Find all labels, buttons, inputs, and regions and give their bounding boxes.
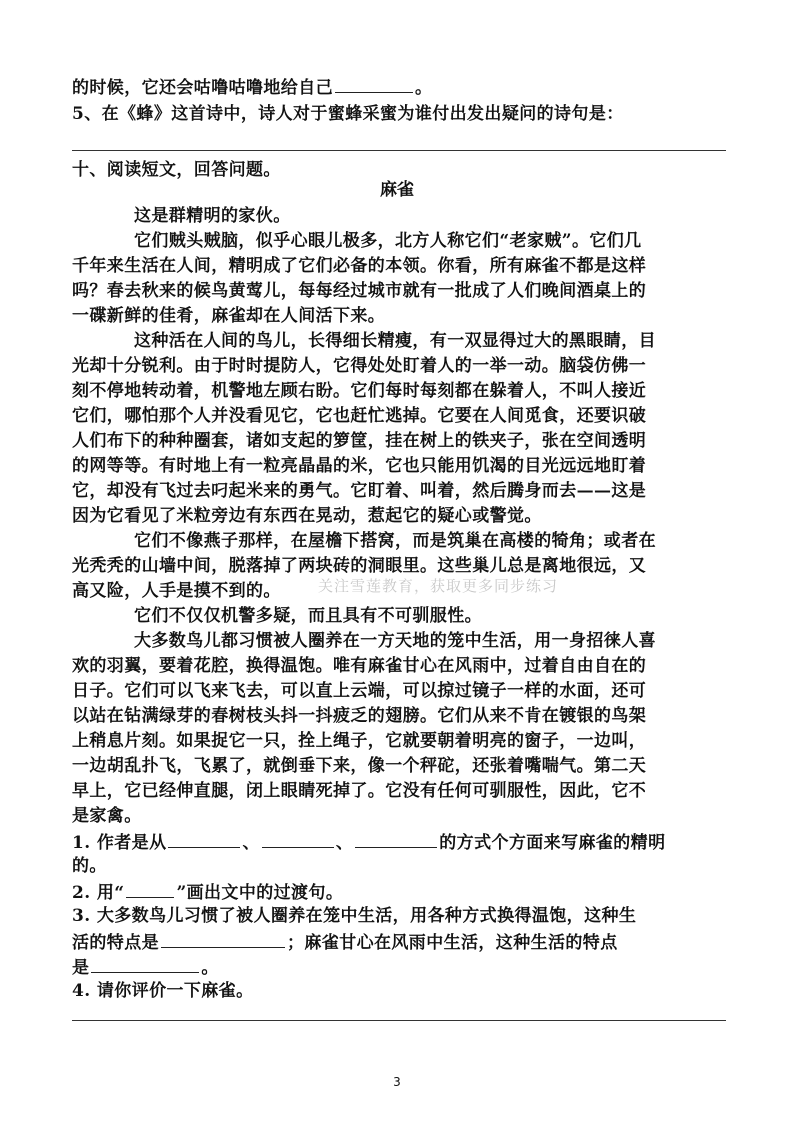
passage-line: 因为它看见了米粒旁边有东西在晃动，惹起它的疑心或警觉。 <box>72 506 542 526</box>
answer-blank[interactable] <box>335 74 413 93</box>
question-5: 5、在《蜂》这首诗中，诗人对于蜜蜂采蜜为谁付出发出疑问的诗句是： <box>72 104 624 124</box>
passage-line: 它们不仅仅机警多疑，而且具有不可驯服性。 <box>134 606 482 626</box>
question-text: ”画出文中的过渡句。 <box>176 883 344 903</box>
passage-line: 它们贼头贼脑，似乎心眼儿极多，北方人称它们“老家贼”。它们几 <box>134 231 642 251</box>
passage-line: 光却十分锐利。由于时时提防人，它得处处盯着人的一举一动。脑袋仿佛一 <box>72 356 647 376</box>
passage-line: 人们布下的种种圈套，诸如支起的箩筐，挂在树上的铁夹子，张在空间透明 <box>72 431 647 451</box>
question-1 <box>72 829 732 855</box>
answer-blank-3b[interactable] <box>91 954 199 973</box>
passage-line: 它，却没有飞过去叼起米来的勇气。它盯着、叫着，然后腾身而去——这是 <box>72 481 647 501</box>
question-text: 2. 用“ <box>72 883 125 903</box>
punctuation: 。 <box>201 958 219 978</box>
passage-title: 麻雀 <box>380 180 414 200</box>
answer-blank-1c[interactable] <box>355 829 437 848</box>
answer-line-q5[interactable] <box>72 150 726 151</box>
passage-line: 这种活在人间的鸟儿，长得细长精瘦，有一双显得过大的黑眼睛，目 <box>134 331 656 351</box>
question-2 <box>72 879 732 905</box>
question-text: ；麻雀甘心在风雨中生活，这种生活的特点 <box>287 933 618 953</box>
punctuation: 、 <box>335 833 354 853</box>
question-text: 的时候，它还会咕噜咕噜地给自己 <box>72 78 333 98</box>
page-number: 3 <box>393 1075 401 1089</box>
previous-question-tail <box>72 74 732 100</box>
question-3-end <box>72 954 732 980</box>
question-text: 1. 作者是从 <box>72 833 167 853</box>
passage-line: 欢的羽翼，要着花腔，换得温饱。唯有麻雀甘心在风雨中，过着自由自在的 <box>72 656 647 676</box>
question-text: 活的特点是 <box>72 933 159 953</box>
answer-blank-3a[interactable] <box>161 929 285 948</box>
question-3: 3. 大多数鸟儿习惯了被人圈养在笼中生活，用各种方式换得温饱，这种生 <box>72 906 637 926</box>
passage-line: 千年来生活在人间，精明成了它们必备的本领。你看，所有麻雀不都是这样 <box>72 256 647 276</box>
punctuation: 、 <box>242 833 260 853</box>
underline-sample <box>126 879 174 898</box>
passage-line: 是家禽。 <box>72 806 142 826</box>
question-3-cont <box>72 929 732 955</box>
passage-line: 它们，哪怕那个人并没看见它，它也赶忙逃掉。它要在人间觅食，还要识破 <box>72 406 647 426</box>
section-heading: 十、阅读短文，回答问题。 <box>72 160 281 180</box>
question-4: 4. 请你评价一下麻雀。 <box>72 981 254 1001</box>
passage-line: 一边胡乱扑飞，飞累了，就倒垂下来，像一个秤砣，还张着嘴喘气。第二天 <box>72 756 647 776</box>
passage-line: 以站在钻满绿芽的春树枝头抖一抖疲乏的翅膀。它们从来不肯在镀银的鸟架 <box>72 706 647 726</box>
answer-line-q4[interactable] <box>72 1020 726 1021</box>
passage-line: 的网等等。有时地上有一粒亮晶晶的米，它也只能用饥渴的目光远远地盯着 <box>72 456 647 476</box>
passage-line: 光秃秃的山墙中间，脱落掉了两块砖的洞眼里。这些巢儿总是离地很远，又 <box>72 556 647 576</box>
answer-blank-1a[interactable] <box>168 829 240 848</box>
passage-line: 早上，它已经伸直腿，闭上眼睛死掉了。它没有任何可驯服性，因此，它不 <box>72 781 647 801</box>
passage-line: 一碟新鲜的佳肴，麻雀却在人间活下来。 <box>72 306 386 326</box>
answer-blank-1b[interactable] <box>262 829 334 848</box>
punctuation: 。 <box>415 78 433 98</box>
passage-line: 它们不像燕子那样，在屋檐下搭窝，而是筑巢在高楼的犄角；或者在 <box>134 531 656 551</box>
passage-line: 吗？春去秋来的候鸟黄莺儿，每每经过城市就有一批成了人们晚间酒桌上的 <box>72 281 647 301</box>
watermark: 关注雪莲教育，获取更多同步练习 <box>318 577 559 595</box>
passage-line: 上稍息片刻。如果捉它一只，拴上绳子，它就要朝着明亮的窗子，一边叫， <box>72 731 647 751</box>
passage-line: 这是群精明的家伙。 <box>134 206 291 226</box>
passage-line: 高又险，人手是摸不到的。 <box>72 581 281 601</box>
question-text: 的方式个方面来写麻雀的精明 <box>439 833 666 853</box>
passage-line: 大多数鸟儿都习惯被人圈养在一方天地的笼中生活，用一身招徕人喜 <box>134 631 656 651</box>
passage-line: 日子。它们可以飞来飞去，可以直上云端，可以掠过镜子一样的水面，还可 <box>72 681 647 701</box>
question-1-cont: 的。 <box>72 856 107 876</box>
question-text: 是 <box>72 958 90 978</box>
passage-line: 刻不停地转动着，机警地左顾右盼。它们每时每刻都在躲着人，不叫人接近 <box>72 381 647 401</box>
